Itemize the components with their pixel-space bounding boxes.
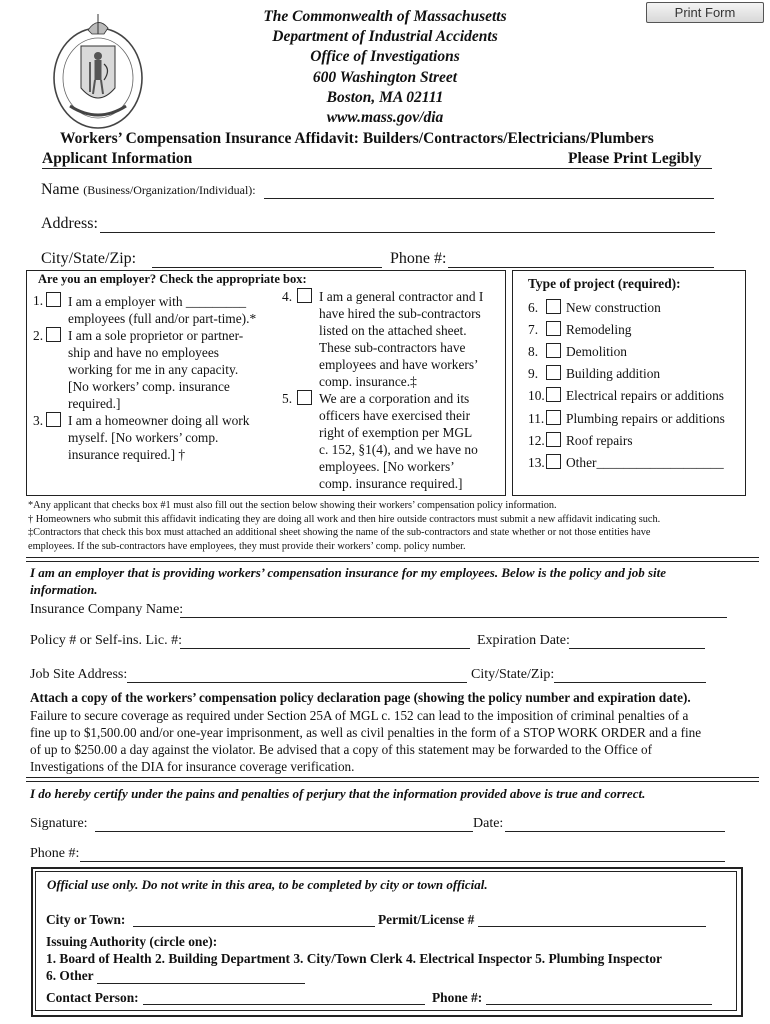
option-1-line-2: employees (full and/or part-time).* — [68, 311, 257, 326]
footnote-employer: *Any applicant that checks box #1 must also fill out the section below showing their workers’ compensation policy information. — [28, 500, 557, 511]
divider — [26, 557, 759, 562]
project-10-label: Electrical repairs or additions — [566, 388, 725, 403]
option-5-line-5: employees. [No workers’ — [319, 459, 455, 474]
official-phone-input[interactable] — [486, 1004, 712, 1005]
header-commonwealth: The Commonwealth of Massachusetts — [263, 8, 507, 25]
option-4-line-1: I am a general contractor and I — [319, 289, 484, 304]
date-input[interactable] — [505, 831, 725, 832]
project-6-number: 6. — [528, 300, 539, 315]
project-9-label: Building addition — [566, 366, 661, 381]
contact-person-input[interactable] — [143, 1004, 425, 1005]
header-department: Department of Industrial Accidents — [272, 28, 498, 45]
header-city: Boston, MA 02111 — [326, 89, 444, 106]
header-street: 600 Washington Street — [312, 69, 458, 86]
option-5-line-1: We are a corporation and its — [319, 391, 470, 406]
policy-number-label: Policy # or Self-ins. Lic. #: — [30, 633, 183, 648]
attach-policy-note: Attach a copy of the workers’ compensation policy declaration page (showing the policy number and expiration date). — [30, 690, 691, 705]
project-12-checkbox[interactable] — [546, 432, 561, 450]
option-5-checkbox[interactable] — [297, 390, 312, 408]
project-8-label: Demolition — [566, 344, 627, 359]
job-city-state-zip-label: City/State/Zip: — [471, 667, 555, 682]
footnote-contractor-2: employees. If the sub-contractors have employees, they must provide their workers’ comp. policy number. — [28, 540, 466, 552]
perjury-statement: I do hereby certify under the pains and penalties of perjury that the information provided above is true and correct. — [30, 786, 646, 801]
official-phone-label: Phone #: — [432, 990, 483, 1005]
option-3-checkbox[interactable] — [46, 412, 61, 430]
option-4-number: 4. — [282, 289, 293, 304]
project-7-checkbox[interactable] — [546, 321, 561, 339]
name-label: Name (Business/Organization/Individual): — [41, 181, 256, 198]
date-label: Date: — [473, 816, 504, 831]
other-authority-label: 6. Other — [46, 968, 94, 983]
project-8-number: 8. — [528, 344, 539, 359]
footnote-homeowner: † Homeowners who submit this affidavit indicating they are doing all work and then hire outside contractors must submit a new affidavit indicating such. — [28, 513, 661, 525]
print-form-button[interactable]: Print Form — [646, 2, 764, 23]
signature-input[interactable] — [95, 831, 473, 832]
option-4-checkbox[interactable] — [297, 288, 312, 306]
project-type-title: Type of project (required): — [528, 276, 681, 291]
divider — [26, 777, 759, 782]
policy-number-input[interactable] — [180, 648, 470, 649]
address-input[interactable] — [100, 232, 715, 233]
issuing-authority-label: Issuing Authority (circle one): — [46, 934, 218, 949]
option-3-line-1: I am a homeowner doing all work — [68, 413, 250, 428]
contact-person-label: Contact Person: — [46, 990, 139, 1005]
other-authority-input[interactable] — [97, 983, 305, 984]
footnote-contractor-1: ‡Contractors that check this box must attached an additional sheet showing the name of the sub-contractors and state whether or not those entities have — [28, 527, 651, 539]
job-site-address-input[interactable] — [127, 682, 467, 683]
option-2-checkbox[interactable] — [46, 327, 61, 345]
city-or-town-input[interactable] — [133, 926, 375, 927]
city-state-zip-input[interactable] — [152, 267, 382, 268]
project-11-label: Plumbing repairs or additions — [566, 411, 725, 426]
permit-license-label: Permit/License # — [378, 912, 475, 927]
certify-phone-label: Phone #: — [30, 846, 80, 861]
name-input[interactable] — [264, 198, 714, 199]
option-5-number: 5. — [282, 391, 293, 406]
expiration-date-input[interactable] — [569, 648, 705, 649]
option-4-line-5: employees and have workers’ — [319, 357, 479, 372]
project-11-checkbox[interactable] — [546, 410, 561, 428]
certify-phone-input[interactable] — [80, 861, 725, 862]
project-8-checkbox[interactable] — [546, 343, 561, 361]
option-5-line-3: right of exemption per MGL — [319, 425, 473, 440]
option-1-line-1: I am a employer with _________ — [68, 294, 247, 309]
option-2-line-1: I am a sole proprietor or partner- — [68, 328, 244, 343]
job-city-state-zip-input[interactable] — [554, 682, 706, 683]
option-4-line-3: listed on the attached sheet. — [319, 323, 467, 338]
option-1-checkbox[interactable] — [46, 292, 61, 310]
project-7-label: Remodeling — [566, 322, 632, 337]
phone-label: Phone #: — [390, 250, 447, 267]
project-13-checkbox[interactable] — [546, 454, 561, 472]
header-office: Office of Investigations — [310, 48, 460, 65]
address-label: Address: — [41, 215, 98, 232]
project-11-number: 11. — [528, 411, 545, 426]
option-3-line-2: myself. [No workers’ comp. — [68, 430, 219, 445]
massachusetts-seal-icon — [48, 6, 148, 132]
option-5-line-4: c. 152, §1(4), and we have no — [319, 442, 478, 457]
option-2-line-4: [No workers’ comp. insurance — [68, 379, 230, 394]
issuing-authority-options[interactable]: 1. Board of Health 2. Building Department 3. City/Town Clerk 4. Electrical Inspector 5. Plumbing Inspector — [46, 951, 662, 966]
phone-input[interactable] — [448, 267, 714, 268]
employer-question: Are you an employer? Check the appropriate box: — [38, 272, 307, 286]
official-use-note: Official use only. Do not write in this area, to be completed by city or town official. — [47, 877, 488, 892]
project-12-number: 12. — [528, 433, 545, 448]
option-1-number: 1. — [33, 293, 44, 308]
section-underline — [42, 168, 712, 169]
signature-label: Signature: — [30, 816, 88, 831]
print-legibly-note: Please Print Legibly — [568, 150, 702, 167]
project-9-number: 9. — [528, 366, 539, 381]
penalty-warning: Failure to secure coverage as required under Section 25A of MGL c. 152 can lead to the imposition of criminal penalties of a fine up to $1,500.00 and/or one-year imprisonment, as well as civil penalties in the form of a STOP WORK ORDER and a fine of up to $250.00 a day against the violator. Be advised that a copy of this statement may be forwarded to the Office of Investigations of the DIA for insurance coverage verification. — [30, 708, 702, 774]
project-13-number: 13. — [528, 455, 545, 470]
project-7-number: 7. — [528, 322, 539, 337]
project-12-label: Roof repairs — [566, 433, 633, 448]
policy-intro: I am an employer that is providing workers’ compensation insurance for my employees. Below is the policy and job site information. — [30, 565, 667, 597]
insurer-input[interactable] — [180, 617, 727, 618]
option-4-line-4: These sub-contractors have — [319, 340, 466, 355]
insurer-label: Insurance Company Name: — [30, 602, 184, 617]
project-6-label: New construction — [566, 300, 661, 315]
footnotes — [28, 499, 758, 553]
applicant-section-title: Applicant Information — [42, 150, 193, 167]
option-2-line-5: required.] — [68, 396, 121, 411]
option-2-line-3: working for me in any capacity. — [68, 362, 239, 377]
city-or-town-label: City or Town: — [46, 912, 126, 927]
header-website: www.mass.gov/dia — [326, 109, 444, 126]
option-4-line-2: have hired the sub-contractors — [319, 306, 481, 321]
project-13-label: Other___________________ — [566, 455, 724, 470]
job-site-address-label: Job Site Address: — [30, 667, 128, 682]
project-10-checkbox[interactable] — [546, 387, 561, 405]
option-4-line-6: comp. insurance.‡ — [319, 374, 417, 389]
option-3-line-3: insurance required.] † — [68, 447, 186, 462]
city-state-zip-label: City/State/Zip: — [41, 250, 137, 267]
project-9-checkbox[interactable] — [546, 365, 561, 383]
option-2-line-2: ship and have no employees — [68, 345, 219, 360]
option-5-line-2: officers have exercised their — [319, 408, 471, 423]
permit-license-input[interactable] — [478, 926, 706, 927]
option-5-line-6: comp. insurance required.] — [319, 476, 463, 491]
project-6-checkbox[interactable] — [546, 299, 561, 317]
project-10-number: 10. — [528, 388, 545, 403]
expiration-date-label: Expiration Date: — [477, 633, 570, 648]
form-title: Workers’ Compensation Insurance Affidavit: Builders/Contractors/Electricians/Plumbers — [60, 130, 654, 147]
option-3-number: 3. — [33, 413, 44, 428]
option-2-number: 2. — [33, 328, 44, 343]
